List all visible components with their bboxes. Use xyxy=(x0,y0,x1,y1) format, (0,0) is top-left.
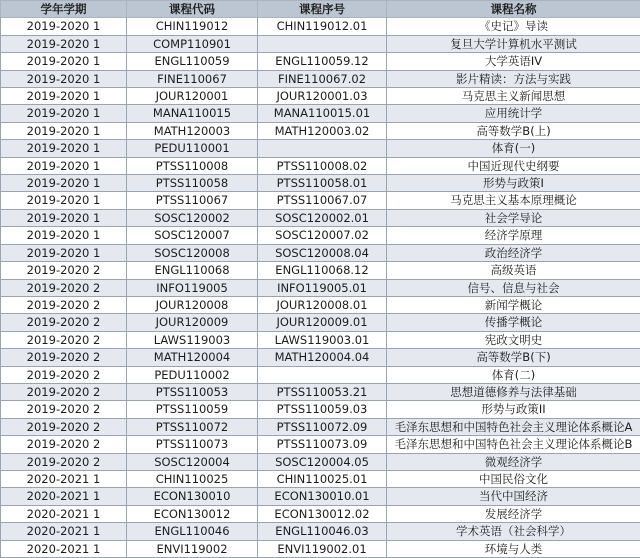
cell-course-section: FINE110067.02 xyxy=(258,70,387,87)
cell-course-name: 发展经济学 xyxy=(387,505,640,522)
cell-course-name: 《史记》导读 xyxy=(387,18,640,35)
cell-course-name: 学术英语（社会科学） xyxy=(387,523,640,540)
cell-semester: 2019-2020 1 xyxy=(1,105,127,122)
cell-course-name: 经济学原理 xyxy=(387,227,640,244)
cell-semester: 2019-2020 2 xyxy=(1,296,127,313)
cell-course-name: 环境与人类 xyxy=(387,540,640,557)
cell-course-name: 当代中国经济 xyxy=(387,488,640,505)
cell-semester: 2020-2021 1 xyxy=(1,470,127,487)
table-row[interactable] xyxy=(1,88,640,105)
cell-course-code: JOUR120008 xyxy=(127,296,258,313)
cell-semester: 2019-2020 1 xyxy=(1,18,127,35)
cell-course-name: 大学英语IV xyxy=(387,53,640,70)
cell-course-code: FINE110067 xyxy=(127,70,258,87)
header-course-section[interactable]: 课程序号 xyxy=(258,1,387,18)
cell-course-name: 体育(二) xyxy=(387,366,640,383)
cell-course-name: 高级英语 xyxy=(387,262,640,279)
cell-course-section: JOUR120008.01 xyxy=(258,296,387,313)
header-row xyxy=(1,1,640,18)
table-row[interactable] xyxy=(1,453,640,470)
cell-course-name: 社会学导论 xyxy=(387,209,640,226)
header-semester[interactable]: 学年学期 xyxy=(1,1,127,18)
table-row[interactable] xyxy=(1,244,640,261)
cell-course-name: 马克思主义基本原理概论 xyxy=(387,192,640,209)
cell-course-name: 影片精读：方法与实践 xyxy=(387,70,640,87)
cell-course-code: CHIN110025 xyxy=(127,470,258,487)
cell-course-name: 形势与政策II xyxy=(387,401,640,418)
cell-course-name: 应用统计学 xyxy=(387,105,640,122)
header-course-name[interactable]: 课程名称 xyxy=(387,1,640,18)
cell-semester: 2019-2020 1 xyxy=(1,122,127,139)
table-row[interactable] xyxy=(1,53,640,70)
cell-course-name: 复旦大学计算机水平测试 xyxy=(387,35,640,52)
cell-course-code: MATH120003 xyxy=(127,122,258,139)
cell-semester: 2019-2020 2 xyxy=(1,279,127,296)
cell-semester: 2019-2020 2 xyxy=(1,349,127,366)
cell-semester: 2020-2021 1 xyxy=(1,540,127,557)
cell-course-section: JOUR120001.03 xyxy=(258,88,387,105)
cell-course-name: 形势与政策I xyxy=(387,175,640,192)
table-row[interactable] xyxy=(1,209,640,226)
table-row[interactable] xyxy=(1,296,640,313)
cell-course-code: PTSS110058 xyxy=(127,175,258,192)
cell-semester: 2019-2020 1 xyxy=(1,53,127,70)
cell-course-name: 信号、信息与社会 xyxy=(387,279,640,296)
cell-course-section: SOSC120004.05 xyxy=(258,453,387,470)
table-row[interactable] xyxy=(1,401,640,418)
cell-course-code: PTSS110073 xyxy=(127,436,258,453)
cell-course-section: INFO119005.01 xyxy=(258,279,387,296)
cell-course-section: ECON130012.02 xyxy=(258,505,387,522)
header-course-code[interactable]: 课程代码 xyxy=(127,1,258,18)
cell-course-code: JOUR120009 xyxy=(127,314,258,331)
cell-course-code: ECON130010 xyxy=(127,488,258,505)
cell-course-section: PTSS110053.21 xyxy=(258,383,387,400)
table-row[interactable] xyxy=(1,470,640,487)
cell-semester: 2019-2020 2 xyxy=(1,383,127,400)
cell-course-section: PTSS110058.01 xyxy=(258,175,387,192)
cell-course-code: PTSS110067 xyxy=(127,192,258,209)
cell-course-code: ENGL110046 xyxy=(127,523,258,540)
cell-course-code: PEDU110002 xyxy=(127,366,258,383)
cell-course-section: MATH120004.04 xyxy=(258,349,387,366)
cell-semester: 2019-2020 2 xyxy=(1,418,127,435)
cell-semester: 2019-2020 1 xyxy=(1,35,127,52)
cell-course-name: 中国近现代史纲要 xyxy=(387,157,640,174)
cell-course-code: INFO119005 xyxy=(127,279,258,296)
cell-course-section: PTSS110072.09 xyxy=(258,418,387,435)
table-row[interactable] xyxy=(1,227,640,244)
cell-course-code: MATH120004 xyxy=(127,349,258,366)
table-row[interactable] xyxy=(1,331,640,348)
cell-semester: 2019-2020 2 xyxy=(1,366,127,383)
cell-course-code: SOSC120004 xyxy=(127,453,258,470)
cell-course-section xyxy=(258,35,387,52)
cell-course-section: PTSS110067.07 xyxy=(258,192,387,209)
cell-semester: 2020-2021 1 xyxy=(1,488,127,505)
cell-semester: 2019-2020 2 xyxy=(1,262,127,279)
table-row[interactable] xyxy=(1,35,640,52)
cell-semester: 2019-2020 1 xyxy=(1,244,127,261)
table-row[interactable] xyxy=(1,314,640,331)
cell-course-name: 新闻学概论 xyxy=(387,296,640,313)
cell-semester: 2019-2020 2 xyxy=(1,453,127,470)
cell-course-name: 马克思主义新闻思想 xyxy=(387,88,640,105)
cell-semester: 2019-2020 1 xyxy=(1,157,127,174)
cell-course-name: 毛泽东思想和中国特色社会主义理论体系概论A xyxy=(387,418,640,435)
cell-course-code: LAWS119003 xyxy=(127,331,258,348)
cell-course-code: PEDU110001 xyxy=(127,140,258,157)
cell-course-section: CHIN119012.01 xyxy=(258,18,387,35)
table-row[interactable] xyxy=(1,349,640,366)
cell-course-section: SOSC120002.01 xyxy=(258,209,387,226)
table-row[interactable] xyxy=(1,436,640,453)
table-row[interactable] xyxy=(1,488,640,505)
cell-course-code: PTSS110008 xyxy=(127,157,258,174)
cell-course-section: ECON130010.01 xyxy=(258,488,387,505)
cell-course-section: MATH120003.02 xyxy=(258,122,387,139)
cell-course-name: 宪政文明史 xyxy=(387,331,640,348)
cell-course-name: 政治经济学 xyxy=(387,244,640,261)
cell-semester: 2019-2020 2 xyxy=(1,314,127,331)
cell-course-code: COMP110901 xyxy=(127,35,258,52)
cell-semester: 2019-2020 1 xyxy=(1,227,127,244)
cell-course-name: 传播学概论 xyxy=(387,314,640,331)
cell-course-code: MANA110015 xyxy=(127,105,258,122)
cell-course-section: SOSC120007.02 xyxy=(258,227,387,244)
cell-course-code: JOUR120001 xyxy=(127,88,258,105)
cell-course-section: ENVI119002.01 xyxy=(258,540,387,557)
cell-semester: 2020-2021 1 xyxy=(1,523,127,540)
cell-course-code: SOSC120002 xyxy=(127,209,258,226)
cell-course-code: SOSC120007 xyxy=(127,227,258,244)
cell-semester: 2019-2020 1 xyxy=(1,88,127,105)
cell-semester: 2019-2020 1 xyxy=(1,70,127,87)
cell-course-section: SOSC120008.04 xyxy=(258,244,387,261)
cell-course-section: CHIN110025.01 xyxy=(258,470,387,487)
cell-course-name: 高等数学B(下) xyxy=(387,349,640,366)
cell-course-name: 思想道德修养与法律基础 xyxy=(387,383,640,400)
cell-course-name: 体育(一) xyxy=(387,140,640,157)
cell-course-name: 毛泽东思想和中国特色社会主义理论体系概论B xyxy=(387,436,640,453)
cell-course-code: SOSC120008 xyxy=(127,244,258,261)
table-row[interactable] xyxy=(1,157,640,174)
table-row[interactable] xyxy=(1,18,640,35)
cell-course-section: LAWS119003.01 xyxy=(258,331,387,348)
table-row[interactable] xyxy=(1,105,640,122)
table-row[interactable] xyxy=(1,523,640,540)
cell-course-name: 微观经济学 xyxy=(387,453,640,470)
cell-course-section: JOUR120009.01 xyxy=(258,314,387,331)
cell-semester: 2019-2020 1 xyxy=(1,140,127,157)
cell-semester: 2019-2020 2 xyxy=(1,436,127,453)
cell-semester: 2020-2021 1 xyxy=(1,505,127,522)
table-row[interactable] xyxy=(1,192,640,209)
cell-semester: 2019-2020 2 xyxy=(1,401,127,418)
cell-course-code: ECON130012 xyxy=(127,505,258,522)
cell-course-section: ENGL110059.12 xyxy=(258,53,387,70)
cell-course-code: ENGL110068 xyxy=(127,262,258,279)
cell-course-name: 中国民俗文化 xyxy=(387,470,640,487)
table-row[interactable] xyxy=(1,279,640,296)
cell-semester: 2019-2020 1 xyxy=(1,175,127,192)
cell-course-code: PTSS110072 xyxy=(127,418,258,435)
table-row[interactable] xyxy=(1,366,640,383)
table-row[interactable] xyxy=(1,122,640,139)
cell-course-section: PTSS110059.03 xyxy=(258,401,387,418)
cell-course-section xyxy=(258,366,387,383)
cell-course-section: ENGL110068.12 xyxy=(258,262,387,279)
cell-semester: 2019-2020 1 xyxy=(1,209,127,226)
cell-course-code: PTSS110059 xyxy=(127,401,258,418)
table-row[interactable] xyxy=(1,262,640,279)
cell-course-section: MANA110015.01 xyxy=(258,105,387,122)
cell-course-code: ENVI119002 xyxy=(127,540,258,557)
cell-course-code: ENGL110059 xyxy=(127,53,258,70)
cell-course-section xyxy=(258,140,387,157)
table-row[interactable] xyxy=(1,383,640,400)
cell-course-code: CHIN119012 xyxy=(127,18,258,35)
table-row[interactable] xyxy=(1,140,640,157)
cell-course-section: PTSS110073.09 xyxy=(258,436,387,453)
table-body xyxy=(1,18,640,558)
table-row[interactable] xyxy=(1,505,640,522)
cell-semester: 2019-2020 1 xyxy=(1,192,127,209)
cell-semester: 2019-2020 2 xyxy=(1,331,127,348)
table-row[interactable] xyxy=(1,418,640,435)
table-row[interactable] xyxy=(1,70,640,87)
table-row[interactable] xyxy=(1,175,640,192)
cell-course-section: PTSS110008.02 xyxy=(258,157,387,174)
cell-course-code: PTSS110053 xyxy=(127,383,258,400)
cell-course-name: 高等数学B(上) xyxy=(387,122,640,139)
table-row[interactable] xyxy=(1,540,640,557)
cell-course-section: ENGL110046.03 xyxy=(258,523,387,540)
